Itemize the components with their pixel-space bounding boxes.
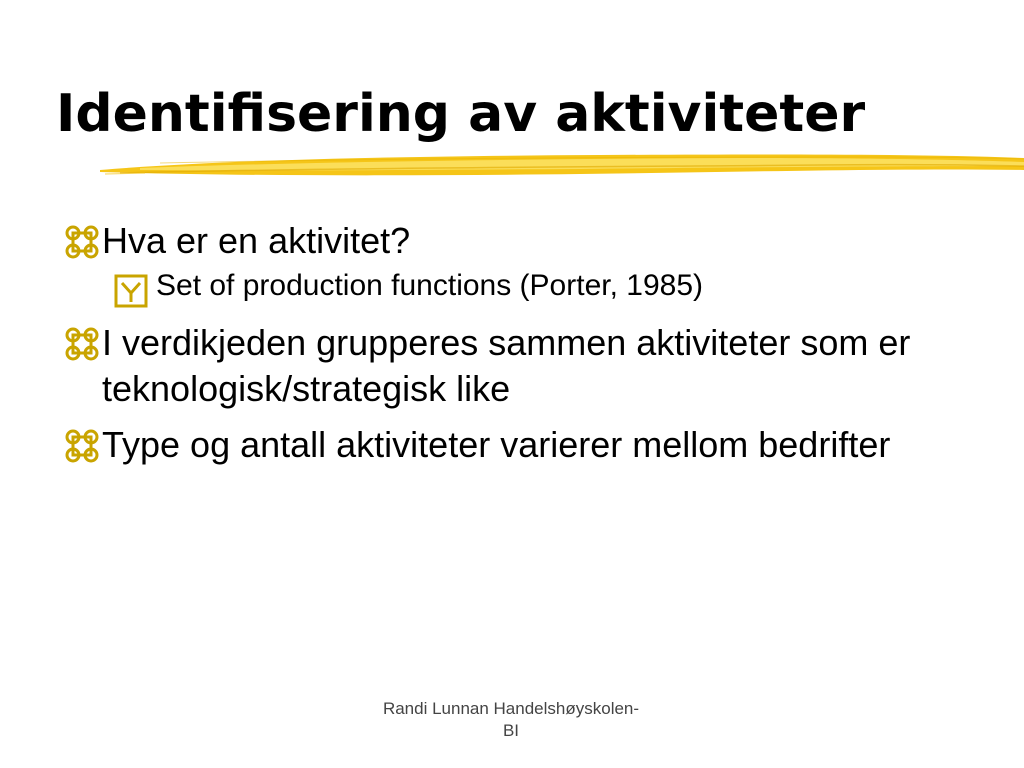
bullet-text: Hva er en aktivitet?: [102, 220, 411, 261]
command-key-icon: [62, 222, 102, 262]
sub-bullet-text: Set of production functions (Porter, 1985): [156, 269, 703, 302]
command-key-icon: [62, 324, 102, 364]
footer-line-2: BI: [502, 721, 520, 740]
slide-title: Identifisering av aktiviteter: [56, 84, 866, 144]
bullet-text: Type og antall aktiviteter varierer mellom bedrifter: [102, 424, 891, 465]
bullet-text: I verdikjeden grupperes sammen aktiviteter som er teknologisk/strategisk like: [102, 322, 911, 409]
bullet-item: [62, 320, 962, 412]
bullet-item: [62, 218, 962, 264]
footer-line-1: Randi Lunnan Handelshøyskolen-: [382, 699, 640, 718]
bullet-list: [62, 218, 962, 478]
title-brush-underline: [100, 148, 1024, 188]
sub-bullet-item: [62, 266, 962, 306]
slide-footer: [356, 698, 666, 742]
checkbox-y-icon: [114, 274, 148, 308]
bullet-item: [62, 422, 962, 468]
command-key-icon: [62, 426, 102, 466]
